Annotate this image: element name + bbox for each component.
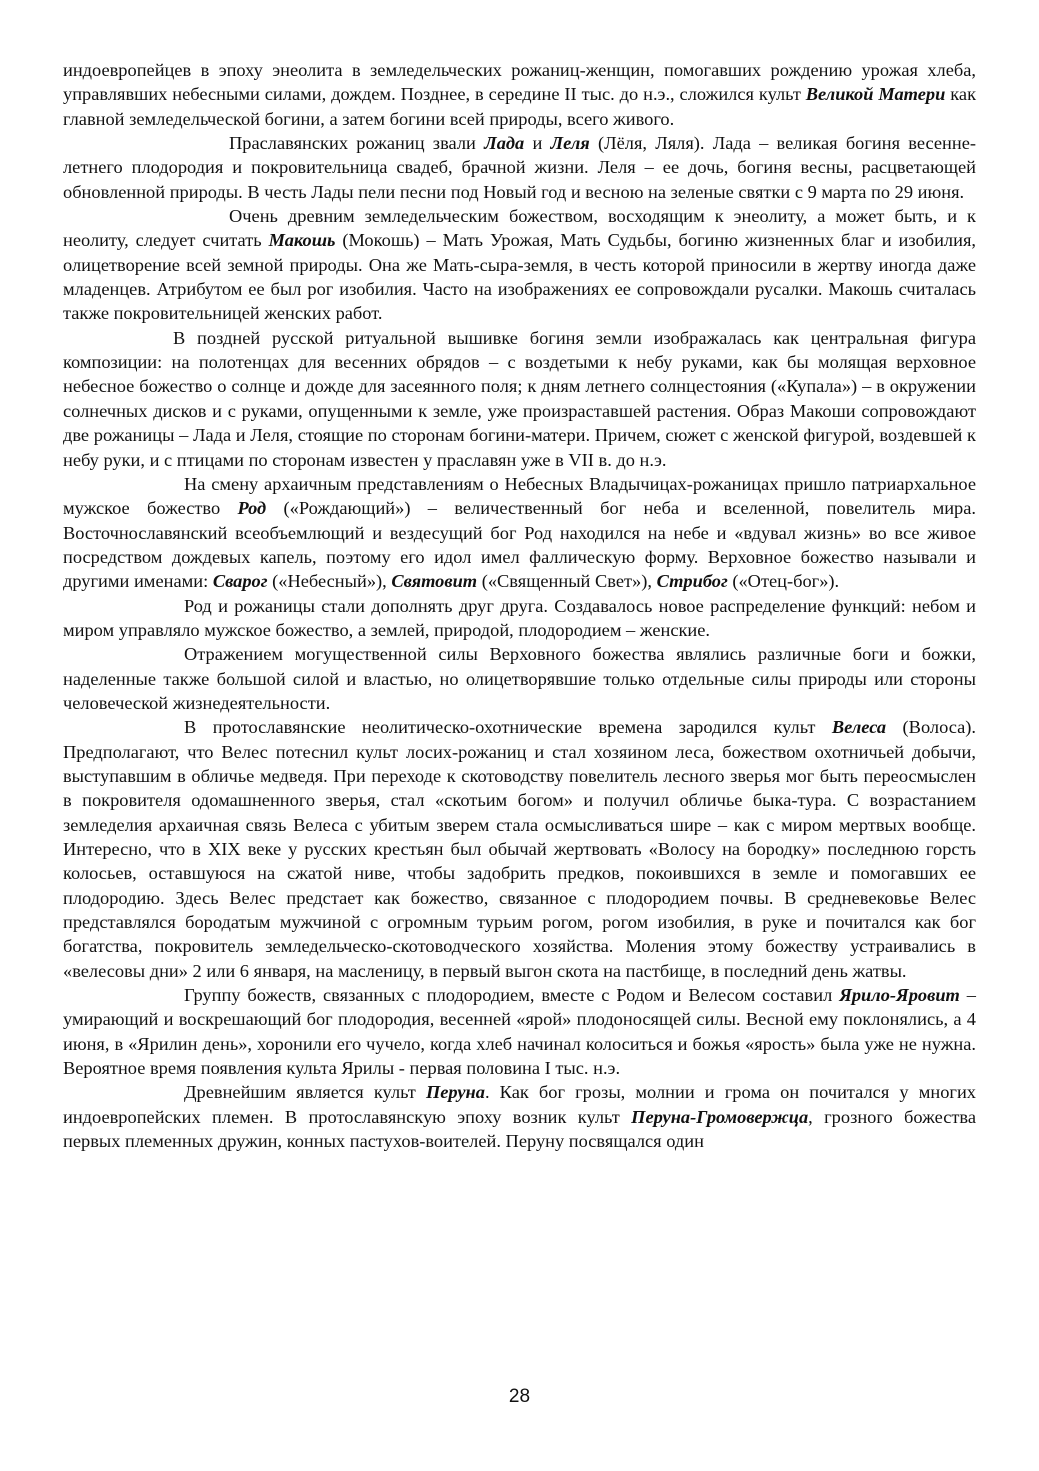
paragraph — [63, 204, 976, 326]
page-number: 28 — [508, 1386, 531, 1407]
text-run: Род и рожаницы стали дополнять друг друга. Создавалось новое распределение функций: небом и миром управляло мужское божество, а землей, природой, плодородием – женские. — [63, 595, 976, 640]
text-run: Очень древним земледельческим божеством, восходящим к энеолиту, а может быть, и к неолиту, следует считать — [63, 206, 976, 251]
paragraph — [63, 715, 976, 983]
emphasized-term: Перуна-Громовержца — [631, 1106, 809, 1127]
paragraph — [63, 983, 976, 1080]
text-run: («Отец-бог»). — [727, 571, 840, 592]
text-run: , грозного божества первых племенных дружин, конных пастухов-воителей. Перуну посвящался один — [63, 1106, 976, 1152]
emphasized-term: Род — [237, 498, 267, 519]
text-run: В протославянские неолитическо-охотнические времена зародился культ — [184, 717, 832, 738]
emphasized-term: Лада — [484, 133, 525, 154]
paragraph — [63, 131, 976, 204]
text-run: индоевропейцев в эпоху энеолита в земледельческих рожаниц-женщин, помогавших рождению урожая хлеба, управлявших небесными силами, дождем. Позднее, в середине II тыс. до н.э., сложился культ — [63, 60, 976, 105]
text-run: (Мокошь) – Мать Урожая, Мать Судьбы, богиню жизненных благ и изобилия, олицетворение всей земной природы. Она же Мать-сыра-земля, в честь которой приносили в жертву иногда даже младенцев. Атрибутом ее был рог изобилия. Часто на изображениях ее сопровождали русалки. Макошь считалась также покровительницей женских работ. — [63, 230, 976, 324]
emphasized-term: Сварог — [212, 571, 268, 592]
text-run: (Волоса). Предполагают, что Велес потеснил культ лосих-рожаниц и стал хозяином леса, божеством охотничьей добычи, выступавшим в обличье медведя. При переходе к скотоводству повелитель лесного зверья мог быть переосмыслен в покровителя одомашненного зверья, стал «скотьим богом» и получил обличье быка-тура. С возрастанием земледелия архаичная связь Велеса с убитым зверем стала осмысливаться шире – как с миром мертвых вообще. Интересно, что в XIX веке у русских крестьян был обычай жертвовать «Волосу на бородку» последнюю горсть колосьев, оставшуюся на сжатой ниве, чтобы задобрить предков, покоившихся в земле и помогавших ее плодородию. Здесь Велес предстает как божество, связанное с плодородием почвы. В средневековье Велес представлялся бородатым мужчиной с огромным турьим рогом, рогом изобилия, в руке и почитался как бог богатства, покровитель земледельческо-скотоводческого хозяйства. Моления этому божеству устраивались в «велесовы дни» 2 или 6 января, на масленицу, в первый выгон скота на пастбище, в последний день жатвы. — [63, 717, 976, 981]
emphasized-term: Велеса — [831, 717, 887, 738]
text-run: Праславянских рожаниц звали — [229, 133, 485, 154]
paragraph — [63, 642, 976, 715]
paragraph — [63, 1080, 976, 1153]
text-run: Древнейшим является культ — [184, 1082, 426, 1103]
text-run: («Священный Свет»), — [477, 571, 657, 592]
emphasized-term: Перуна — [425, 1082, 485, 1103]
text-run: На смену архаичным представлениям о Небесных Владычицах-рожаницах пришло патриархальное мужское божество — [63, 473, 976, 519]
paragraph — [63, 326, 976, 472]
text-run: (Лёля, Ляля). Лада – великая богиня весенне-летнего плодородия и покровительница свадеб, брачной жизни. Леля – ее дочь, богиня весны, расцветающей обновленной природы. В честь Лады пели песни под Новый год и весною на зеленые святки с 9 марта по 29 июня. — [63, 133, 977, 202]
emphasized-term: Стрибог — [656, 571, 728, 592]
text-run: («Рождающий») – величественный бог неба и вселенной, повелитель мира. Восточнославянский всеобъемлющий и вездесущий бог Род находился на небе и «вдувал жизнь» во все живое посредством дождевых капель, поэтому его идол имел фаллическую форму. Верховное божество называли и другими именами: — [63, 498, 976, 592]
text-run: Группу божеств, связанных с плодородием, вместе с Родом и Велесом составил — [184, 985, 840, 1006]
emphasized-term: Великой Матери — [805, 84, 946, 105]
emphasized-term: Леля — [550, 133, 590, 154]
text-run: как главной земледельческой богини, а затем богини всей природы, всего живого. — [63, 84, 976, 129]
text-run: . Как бог грозы, молнии и грома он почитался у многих индоевропейских племен. В протославянскую эпоху возник культ — [63, 1082, 976, 1127]
document-body — [63, 58, 976, 1153]
text-run: и — [524, 133, 551, 154]
emphasized-term: Ярило-Яровит — [839, 985, 960, 1006]
text-run: («Небесный»), — [267, 571, 392, 592]
text-run: В поздней русской ритуальной вышивке богиня земли изображалась как центральная фигура композиции: на полотенцах для весенних обрядов – с воздетыми к небу руками, как бы молящая верховное небесное божество о солнце и дожде для засеянного поля; к дням летнего солнцестояния («Купала») – в окружении солнечных дисков и с руками, опущенными к земле, уже произраставшей растения. Образ Макоши сопровождают две рожаницы – Лада и Леля, стоящие по сторонам богини-матери. Причем, сюжет с женской фигурой, воздевшей к небу руки, и с птицами по сторонам известен у праславян уже в VII в. до н.э. — [63, 327, 976, 470]
paragraph — [63, 594, 976, 643]
text-run: – умирающий и воскрешающий бог плодородия, весенней «ярой» плодоносящей силы. Весной ему поклонялись, а 4 июня, в «Ярилин день», хоронили его чучело, когда хлеб начинал колоситься и божья «ярость» была уже не нужна. Вероятное время появления культа Ярилы - первая половина I тыс. н.э. — [63, 985, 976, 1079]
paragraph — [63, 58, 976, 131]
emphasized-term: Макошь — [268, 230, 336, 251]
paragraph — [63, 472, 976, 594]
text-run: Отражением могущественной силы Верховного божества являлись различные боги и божки, наделенные также большой силой и властью, но олицетворявшие только отдельные силы природы или стороны человеческой жизнедеятельности. — [63, 644, 976, 713]
emphasized-term: Святовит — [391, 571, 478, 592]
